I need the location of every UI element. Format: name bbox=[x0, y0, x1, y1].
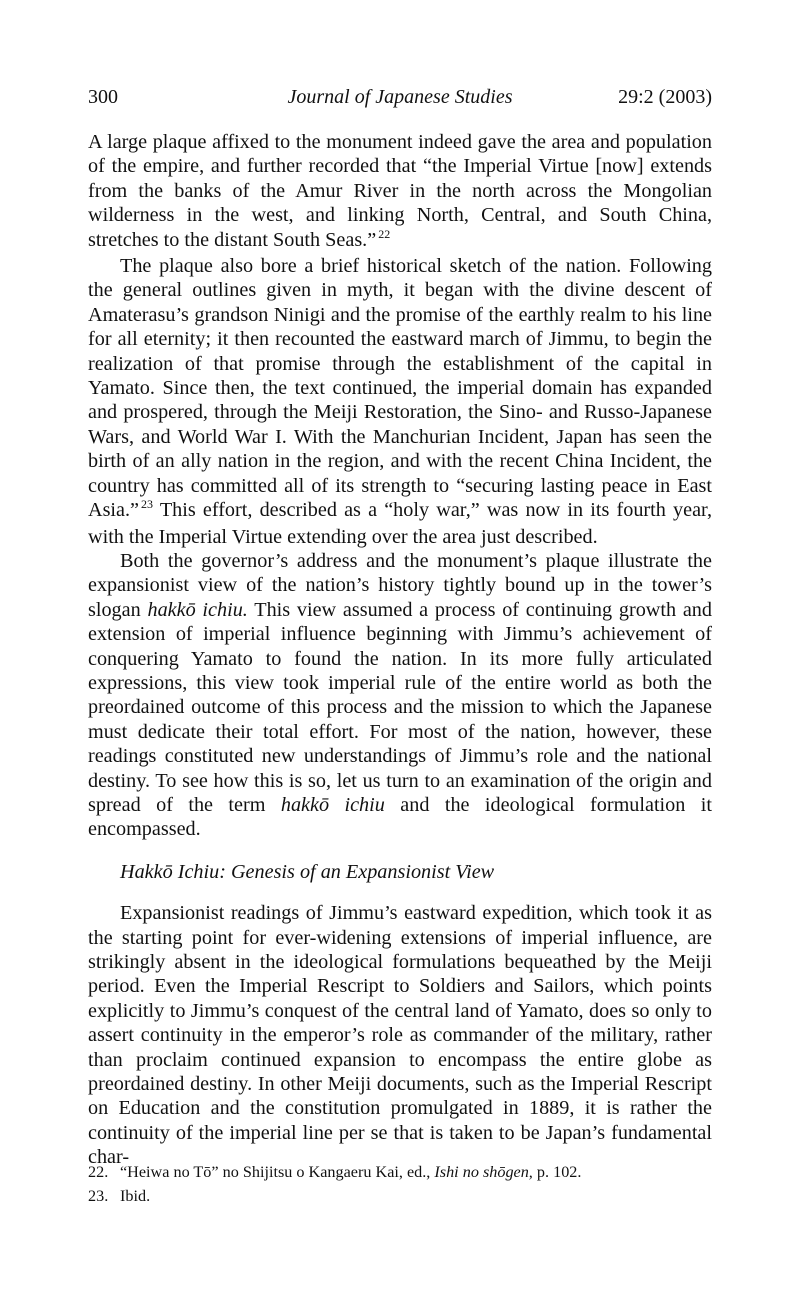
footnote-number: 22. bbox=[88, 1163, 109, 1181]
footnote-text-end: p. 102. bbox=[532, 1163, 582, 1181]
paragraph-3-text-c: and the ideological formulation it encompassed. bbox=[88, 793, 712, 841]
page-number: 300 bbox=[88, 86, 118, 108]
paragraph-2 bbox=[88, 254, 712, 549]
volume-issue: 29:2 (2003) bbox=[618, 86, 712, 108]
footnote-ref-23[interactable]: 23 bbox=[141, 497, 154, 512]
paragraph-2-text-a: The plaque also bore a brief historical sketch of the nation. Following the general outlines given in myth, it began with the divine descent of Amaterasu’s grandson Ninigi and the promise of the earthly realm to his line for all eternity; it then recounted the eastward march of Jimmu, to begin the realization of that promise through the establishment of the capital in Yamato. Since then, the text continued, the imperial domain has expanded and prospered, through the Meiji Restoration, the Sino- and Russo-Japanese Wars, and World War I. With the Manchurian Incident, Japan has seen the birth of an ally nation in the region, and with the recent China Incident, the country has committed all of its strength to “securing lasting peace in East Asia.” bbox=[88, 255, 712, 522]
footnote-ref-22[interactable]: 22 bbox=[378, 226, 391, 241]
footnote-23 bbox=[88, 1184, 712, 1208]
running-header bbox=[88, 82, 712, 112]
term-hakko-ichiu-2: hakkō ichiu bbox=[280, 793, 385, 816]
section-heading: Hakkō Ichiu: Genesis of an Expansionist View bbox=[120, 860, 495, 883]
footnote-text: Ibid. bbox=[120, 1187, 151, 1205]
paragraph-1-text: A large plaque affixed to the monument indeed gave the area and population of the empire, and further recorded that “the Imperial Virtue [now] extends from the banks of the Amur River in the north across the Mongolian wilderness in the west, and linking North, Central, and South China, stretches to the distant South Seas.” bbox=[88, 131, 712, 251]
article-body bbox=[88, 130, 712, 1170]
footnotes bbox=[88, 1160, 712, 1208]
journal-title: Journal of Japanese Studies bbox=[287, 86, 513, 108]
paragraph-3-text-a: Both the governor’s address and the monument’s plaque illustrate the expansionist view of the nation’s history tightly bound up in the tower’s slogan bbox=[88, 549, 712, 621]
paragraph-2-text-b: This effort, described as a “holy war,” was now in its fourth year, with the Imperial Virtue extending over the area just described. bbox=[88, 499, 712, 548]
paragraph-4: Expansionist readings of Jimmu’s eastward expedition, which took it as the starting point for ever-widening extensions of imperial influence, are strikingly absent in the ideological formulations bequeathed by the Meiji period. Even the Imperial Rescript to Soldiers and Sailors, which points explicitly to Jimmu’s conquest of the central land of Yamato, does so only to assert continuity in the emperor’s role as commander of the military, rather than proclaim continued expansion to encompass the entire globe as preordained destiny. In other Meiji documents, such as the Imperial Rescript on Education and the constitution promulgated in 1889, it is rather the continuity of the imperial line per se that is taken to be Japan’s fundamental char- bbox=[88, 902, 712, 1169]
footnote-number: 23. bbox=[88, 1187, 109, 1205]
paragraph-3-text-b: This view assumed a process of continuing growth and extension of imperial influence beginning with Jimmu’s achievement of conquering Yamato to found the nation. In its more fully articulated expressions, this view took imperial rule of the entire world as both the preordained outcome of this process and the mission to which the Japanese must dedicate their total effort. For most of the nation, however, these readings constituted new understandings of Jimmu’s role and the national destiny. To see how this is so, let us turn to an examination of the origin and spread of the term bbox=[88, 598, 712, 816]
footnote-source-title: Ishi no shōgen, bbox=[434, 1163, 533, 1181]
paragraph-3 bbox=[88, 549, 712, 842]
footnote-text: “Heiwa no Tō” no Shijitsu o Kangaeru Kai, ed., bbox=[120, 1163, 435, 1181]
footnote-22 bbox=[88, 1160, 712, 1184]
term-hakko-ichiu: hakkō ichiu. bbox=[147, 598, 248, 621]
paragraph-1 bbox=[88, 130, 712, 254]
